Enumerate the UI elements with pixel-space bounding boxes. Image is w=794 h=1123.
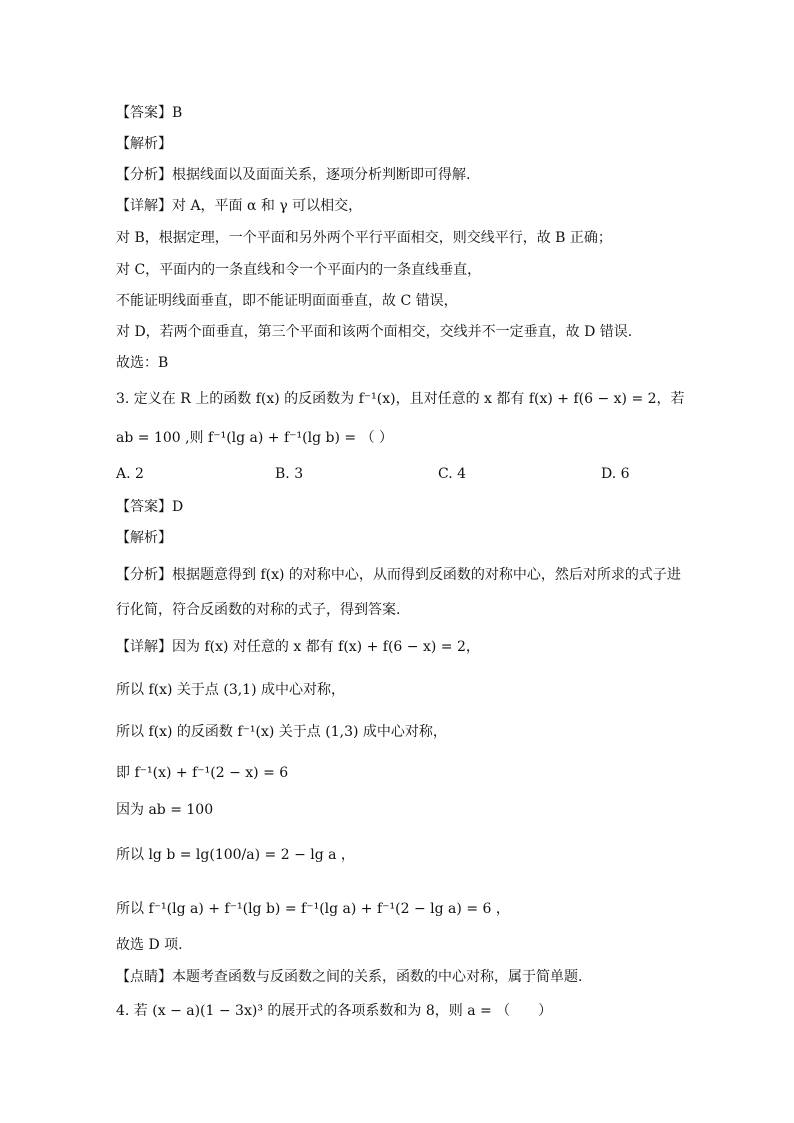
q2-answer: 【答案】B — [116, 105, 183, 121]
q2-option-b-analysis: 对 B，根据定理，一个平面和另外两个平行平面相交，则交线平行，故 B 正确； — [116, 230, 612, 246]
q3-fenxi-2: 行化简，符合反函数的对称的式子，得到答案. — [116, 602, 401, 618]
q2-option-c-analysis-2: 不能证明线面垂直，即不能证明面面垂直，故 C 错误， — [116, 293, 458, 309]
q3-option-a: A. 2 — [116, 466, 144, 482]
q3-step-1: 所以 f(x) 关于点 (3,1) 成中心对称， — [116, 682, 345, 698]
q3-option-d: D. 6 — [601, 466, 630, 482]
q3-stem-line1: 3. 定义在 R 上的函数 f(x) 的反函数为 f⁻¹(x)，且对任意的 x 都有 f(x) + f(6 − x) = 2，若 — [116, 391, 685, 407]
q2-fenxi: 【分析】根据线面以及面面关系，逐项分析判断即可得解. — [116, 167, 471, 183]
q2-xiangjie: 【详解】对 A，平面 α 和 γ 可以相交， — [116, 198, 363, 214]
q3-xiangjie: 【详解】因为 f(x) 对任意的 x 都有 f(x) + f(6 − x) = 2， — [116, 639, 480, 655]
q3-step-4: 因为 ab = 100 — [116, 802, 214, 818]
q3-option-b: B. 3 — [275, 466, 304, 482]
q3-options — [116, 466, 676, 486]
q3-stem-line2: ab = 100 ,则 f⁻¹(lg a) + f⁻¹(lg b) = （ ） — [116, 430, 394, 446]
q3-choose: 故选 D 项. — [116, 937, 183, 953]
q3-step-2: 所以 f(x) 的反函数 f⁻¹(x) 关于点 (1,3) 成中心对称， — [116, 724, 447, 740]
q3-fenxi-1: 【分析】根据题意得到 f(x) 的对称中心，从而得到反函数的对称中心，然后对所求的式子进 — [116, 567, 681, 583]
q3-option-c: C. 4 — [438, 466, 467, 482]
q2-option-c-analysis-1: 对 C，平面内的一条直线和令一个平面内的一条直线垂直， — [116, 262, 482, 278]
q3-step-5: 所以 lg b = lg(100/a) = 2 − lg a ， — [116, 847, 355, 863]
q3-answer: 【答案】D — [116, 499, 184, 515]
q3-analysis-title: 【解析】 — [116, 530, 172, 546]
q3-step-6: 所以 f⁻¹(lg a) + f⁻¹(lg b) = f⁻¹(lg a) + f⁻¹(2 − lg a) = 6 ， — [116, 901, 510, 917]
q2-choose: 故选：B — [116, 355, 169, 371]
q3-dianjing: 【点睛】本题考查函数与反函数之间的关系，函数的中心对称，属于简单题. — [116, 969, 583, 985]
q3-step-3: 即 f⁻¹(x) + f⁻¹(2 − x) = 6 — [116, 765, 289, 781]
q2-analysis-title: 【解析】 — [116, 136, 172, 152]
q2-option-d-analysis: 对 D，若两个面垂直，第三个平面和该两个面相交，交线并不一定垂直，故 D 错误. — [116, 324, 633, 340]
q4-stem: 4. 若 (x − a)(1 − 3x)³ 的展开式的各项系数和为 8，则 a = （ ） — [116, 1003, 553, 1019]
